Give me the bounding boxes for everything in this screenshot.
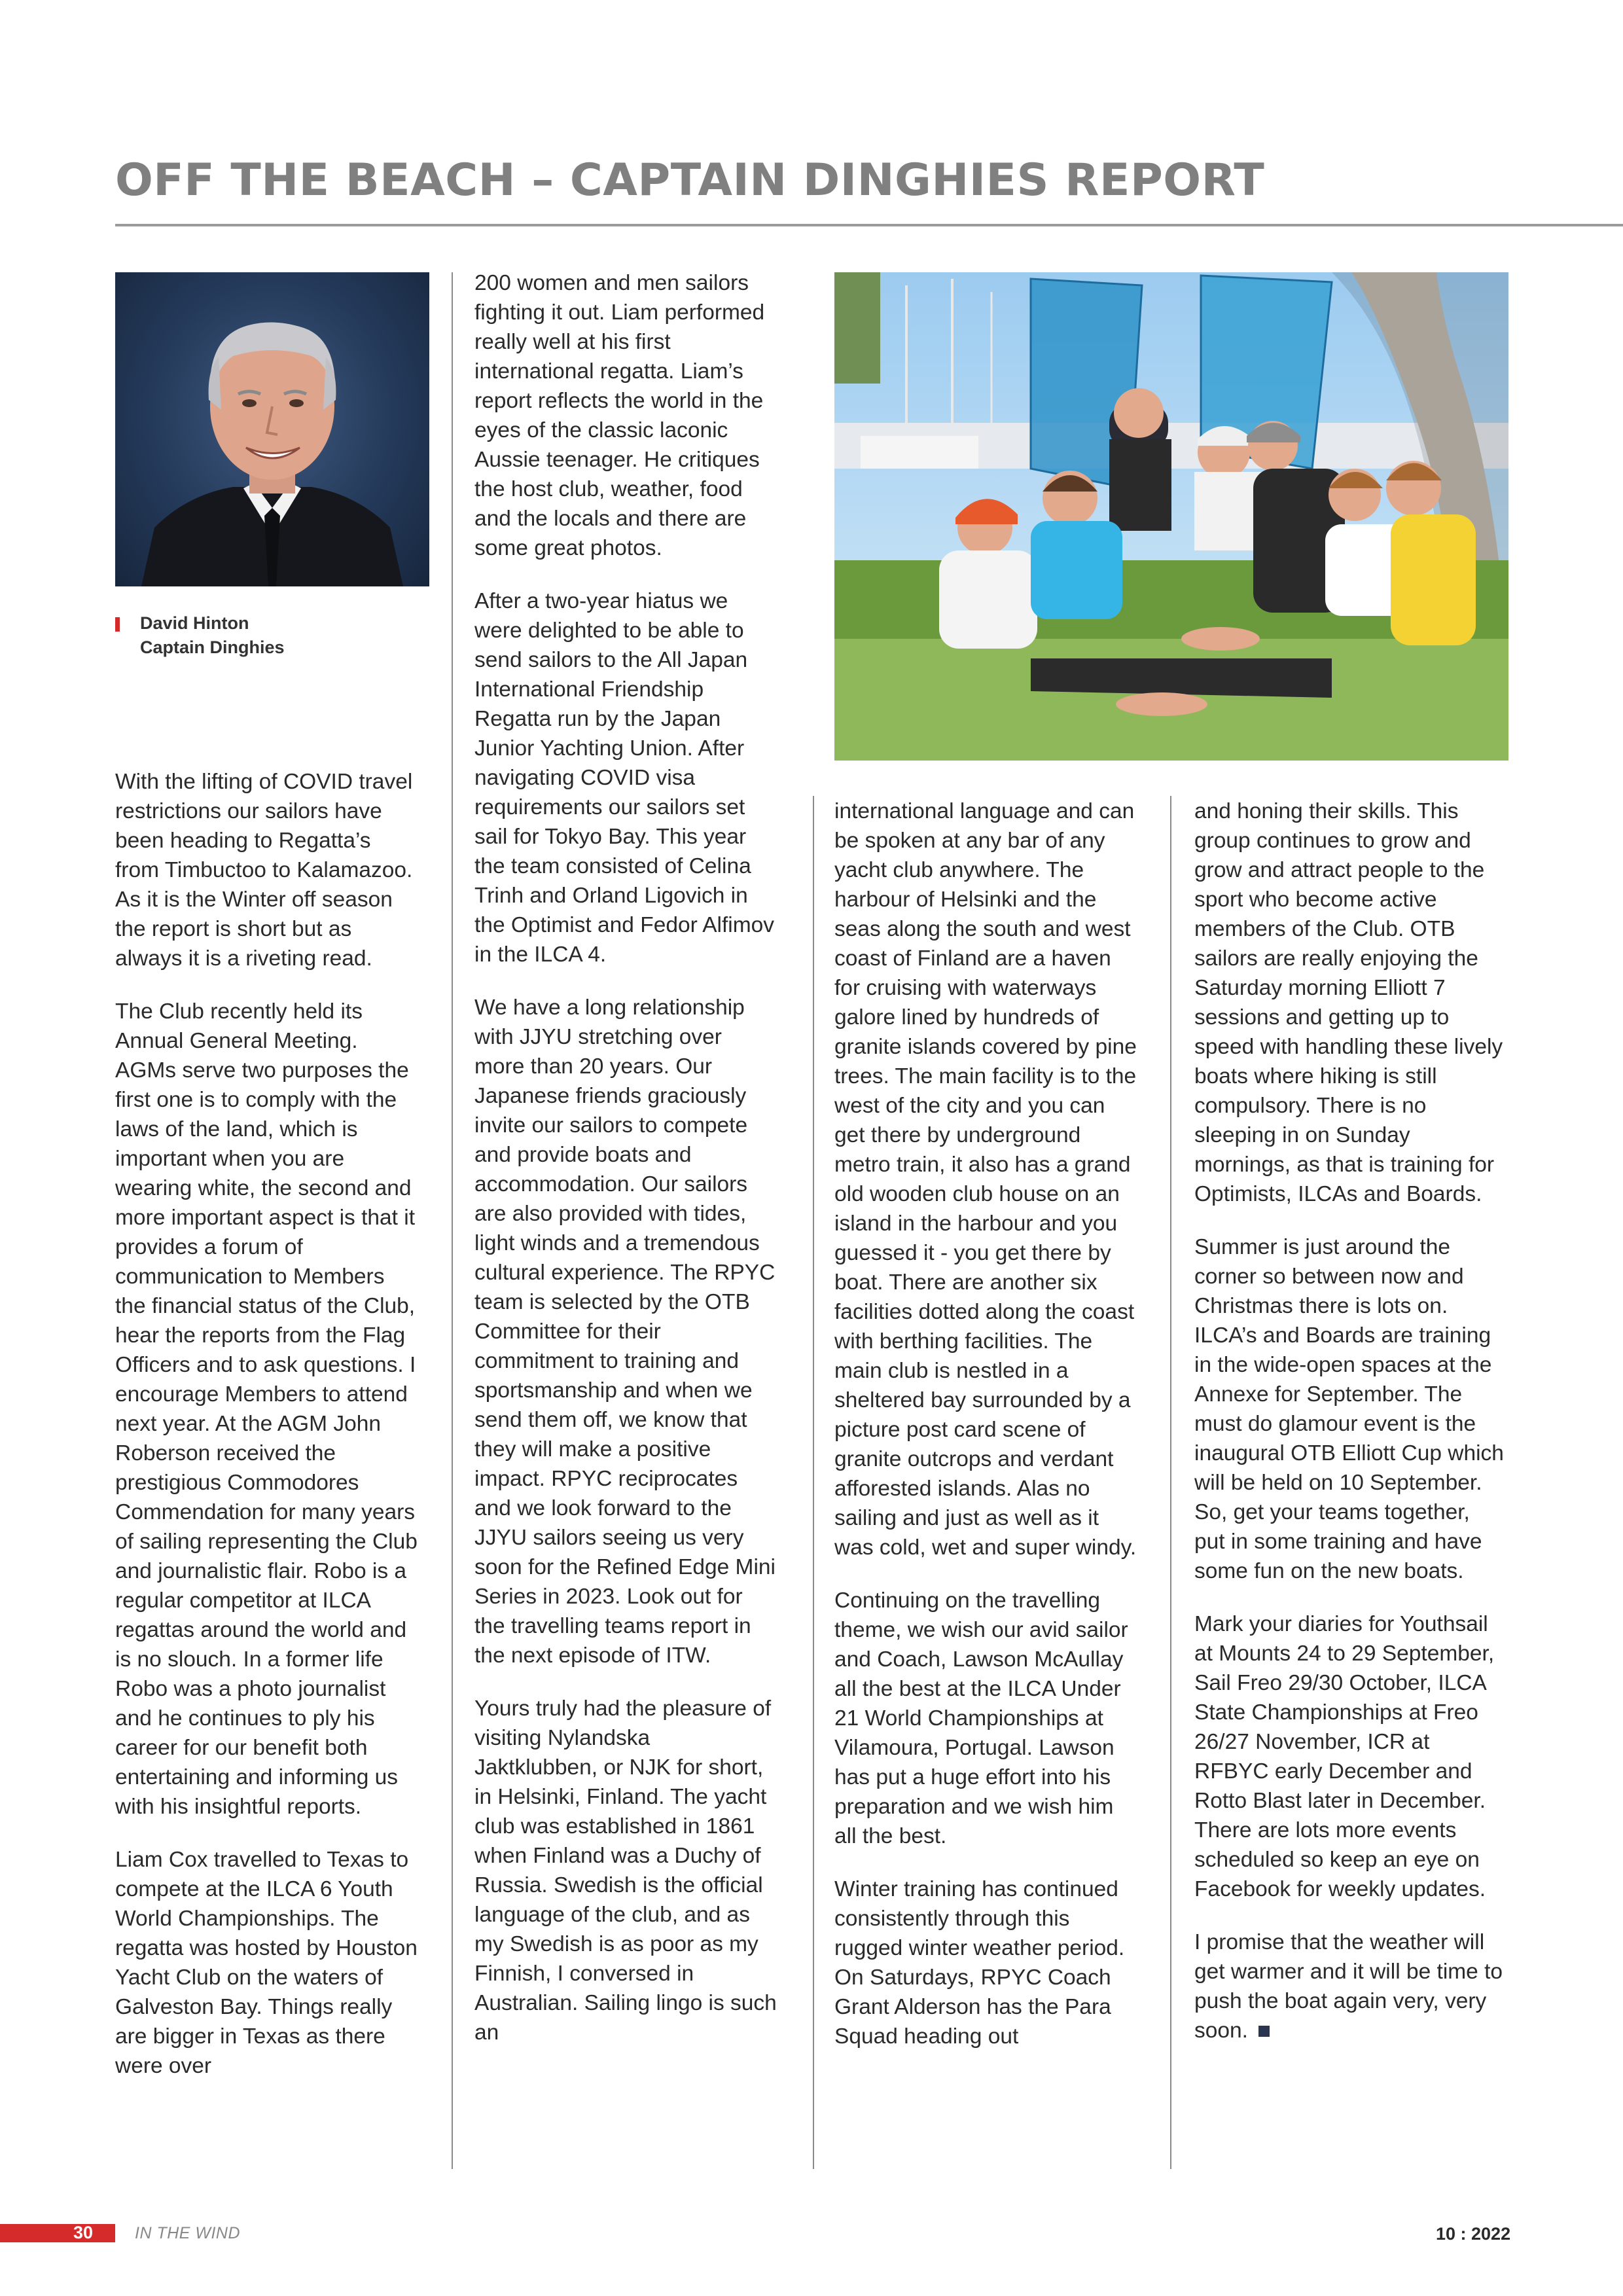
paragraph: Summer is just around the corner so between now and Christmas there is lots on. ILCA’s and Boards are training in the wide-open spaces at the Annexe for September. The must do glamour event is the inaugural OTB Elliott Cup which will be held on 10 September. So, get your teams together, put in some training and have some fun on the new boats. <box>1194 1235 1504 1583</box>
page-number: 30 <box>73 2223 94 2242</box>
sailors-group-illustration <box>834 272 1508 761</box>
title-rule <box>115 224 1623 226</box>
portrait-caption <box>115 611 285 660</box>
group-photo <box>834 272 1508 761</box>
magazine-name: IN THE WIND <box>135 2224 241 2242</box>
issue-date: 10 : 2022 <box>1436 2224 1511 2244</box>
column-divider <box>1170 796 1171 2169</box>
caption-marker <box>115 617 120 632</box>
text-column-1 <box>115 767 418 2081</box>
text-column-4 <box>1194 797 1505 2045</box>
paragraph: Mark your diaries for Youthsail at Mounts 24 to 29 September, Sail Freo 29/30 October, ILCA State Championships at Freo 26/27 November, ICR at RFBYC early December and Rotto Blast later in December. There are lots more events scheduled so keep an eye on Facebook for weekly updates. <box>1194 1612 1495 1901</box>
paragraph: Winter training has continued consistently through this rugged winter weather period. On Saturdays, RPYC Coach Grant Alderson has the Para Squad heading out <box>834 1877 1125 2049</box>
caption-name: David Hinton <box>140 613 249 633</box>
paragraph: 200 women and men sailors fighting it out. Liam performed really well at his first international regatta. Liam’s report reflects the world in the eyes of the classic laconic Aussie teenager. He critiques the host club, weather, food and the locals and there are some great photos. <box>474 271 765 560</box>
footer-accent-bar <box>0 2224 115 2242</box>
portrait-illustration <box>115 272 429 586</box>
paragraph: international language and can be spoken at any bar of any yacht club anywhere. The harbour of Helsinki and the seas along the south and west coast of Finland are a haven for cruising with waterways galore lined by hundreds of granite islands covered by pine trees. The main facility is to the west of the city and you can get there by underground metro train, it also has a grand old wooden club house on an island in the harbour and you guessed it - you get there by boat. There are another six facilities dotted along the coast with berthing facilities. The main club is nestled in a sheltered bay surrounded by a picture post card scene of granite outcrops and verdant afforested islands. Alas no sailing and just as well as it was cold, wet and super windy. <box>834 799 1137 1560</box>
paragraph-final <box>1194 1928 1505 2045</box>
paragraph: We have a long relationship with JJYU stretching over more than 20 years. Our Japanese friends graciously invite our sailors to compete and provide boats and accommodation. Our sailors are also provided with tides, light winds and a tremendous cultural experience. The RPYC team is selected by the OTB Committee for their commitment to training and sportsmanship and when we send them off, we know that they will make a positive impact. RPYC reciprocates and we look forward to the JJYU sailors seeing us very soon for the Refined Edge Mini Series in 2023. Look out for the travelling teams report in the next episode of ITW. <box>474 996 776 1668</box>
paragraph: After a two-year hiatus we were delighted to be able to send sailors to the All Japan International Friendship Regatta run by the Japan Junior Yachting Union. After navigating COVID visa requirements our sailors set sail for Tokyo Bay. This year the team consisted of Celina Trinh and Orland Ligovich in the Optimist and Fedor Alfimov in the ILCA 4. <box>474 589 775 967</box>
paragraph: Yours truly had the pleasure of visiting Nylandska Jaktklubben, or NJK for short, in Helsinki, Finland. The yacht club was established in 1861 when Finland was a Duchy of Russia. Swedish is the official language of the club, and as my Swedish is as poor as my Finnish, I conversed in Australian. Sailing lingo is such an <box>474 1696 777 2045</box>
portrait-photo <box>115 272 429 586</box>
paragraph: With the lifting of COVID travel restrictions our sailors have been heading to Regatta’s from Timbuctoo to Kalamazoo. As it is the Winter off season the report is short but as always it is a riveting read. <box>115 770 413 971</box>
paragraph: Continuing on the travelling theme, we wish our avid sailor and Coach, Lawson McAullay all the best at the ILCA Under 21 World Championships at Vilamoura, Portugal. Lawson has put a huge effort into his preparation and we wish him all the best. <box>834 1588 1128 1848</box>
paragraph-text: I promise that the weather will get warmer and it will be time to push the boat again very, very soon. <box>1194 1930 1503 2043</box>
paragraph: Liam Cox travelled to Texas to compete at the ILCA 6 Youth World Championships. The regatta was hosted by Houston Yacht Club on the waters of Galveston Bay. Things really are bigger in Texas as there were over <box>115 1848 418 2078</box>
page-title: OFF THE BEACH – CAPTAIN DINGHIES REPORT <box>115 154 1265 206</box>
column-divider <box>452 272 453 2169</box>
paragraph: The Club recently held its Annual General Meeting. AGMs serve two purposes the first one is to comply with the laws of the land, which is important when you are wearing white, the second and more important aspect is that it provides a forum of communication to Members the financial status of the Club, hear the reports from the Flag Officers and to ask questions. I encourage Members to attend next year. At the AGM John Roberson received the prestigious Commodores Commendation for many years of sailing representing the Club and journalistic flair. Robo is a regular competitor at ILCA regattas around the world and is no slouch. In a former life Robo was a photo journalist and he continues to ply his career for our benefit both entertaining and informing us with his insightful reports. <box>115 999 418 1819</box>
text-column-2 <box>474 268 777 2047</box>
caption-role: Captain Dinghies <box>140 637 285 657</box>
text-column-3 <box>834 797 1137 2051</box>
paragraph: and honing their skills. This group continues to grow and grow and attract people to the sport who become active members of the Club. OTB sailors are really enjoying the Saturday morning Elliott 7 sessions and getting up to speed with handling these lively boats where hiking is still compulsory. There is no sleeping in on Sunday mornings, as that is training for Optimists, ILCAs and Boards. <box>1194 799 1503 1206</box>
end-mark-icon <box>1258 2026 1270 2037</box>
column-divider <box>813 796 814 2169</box>
